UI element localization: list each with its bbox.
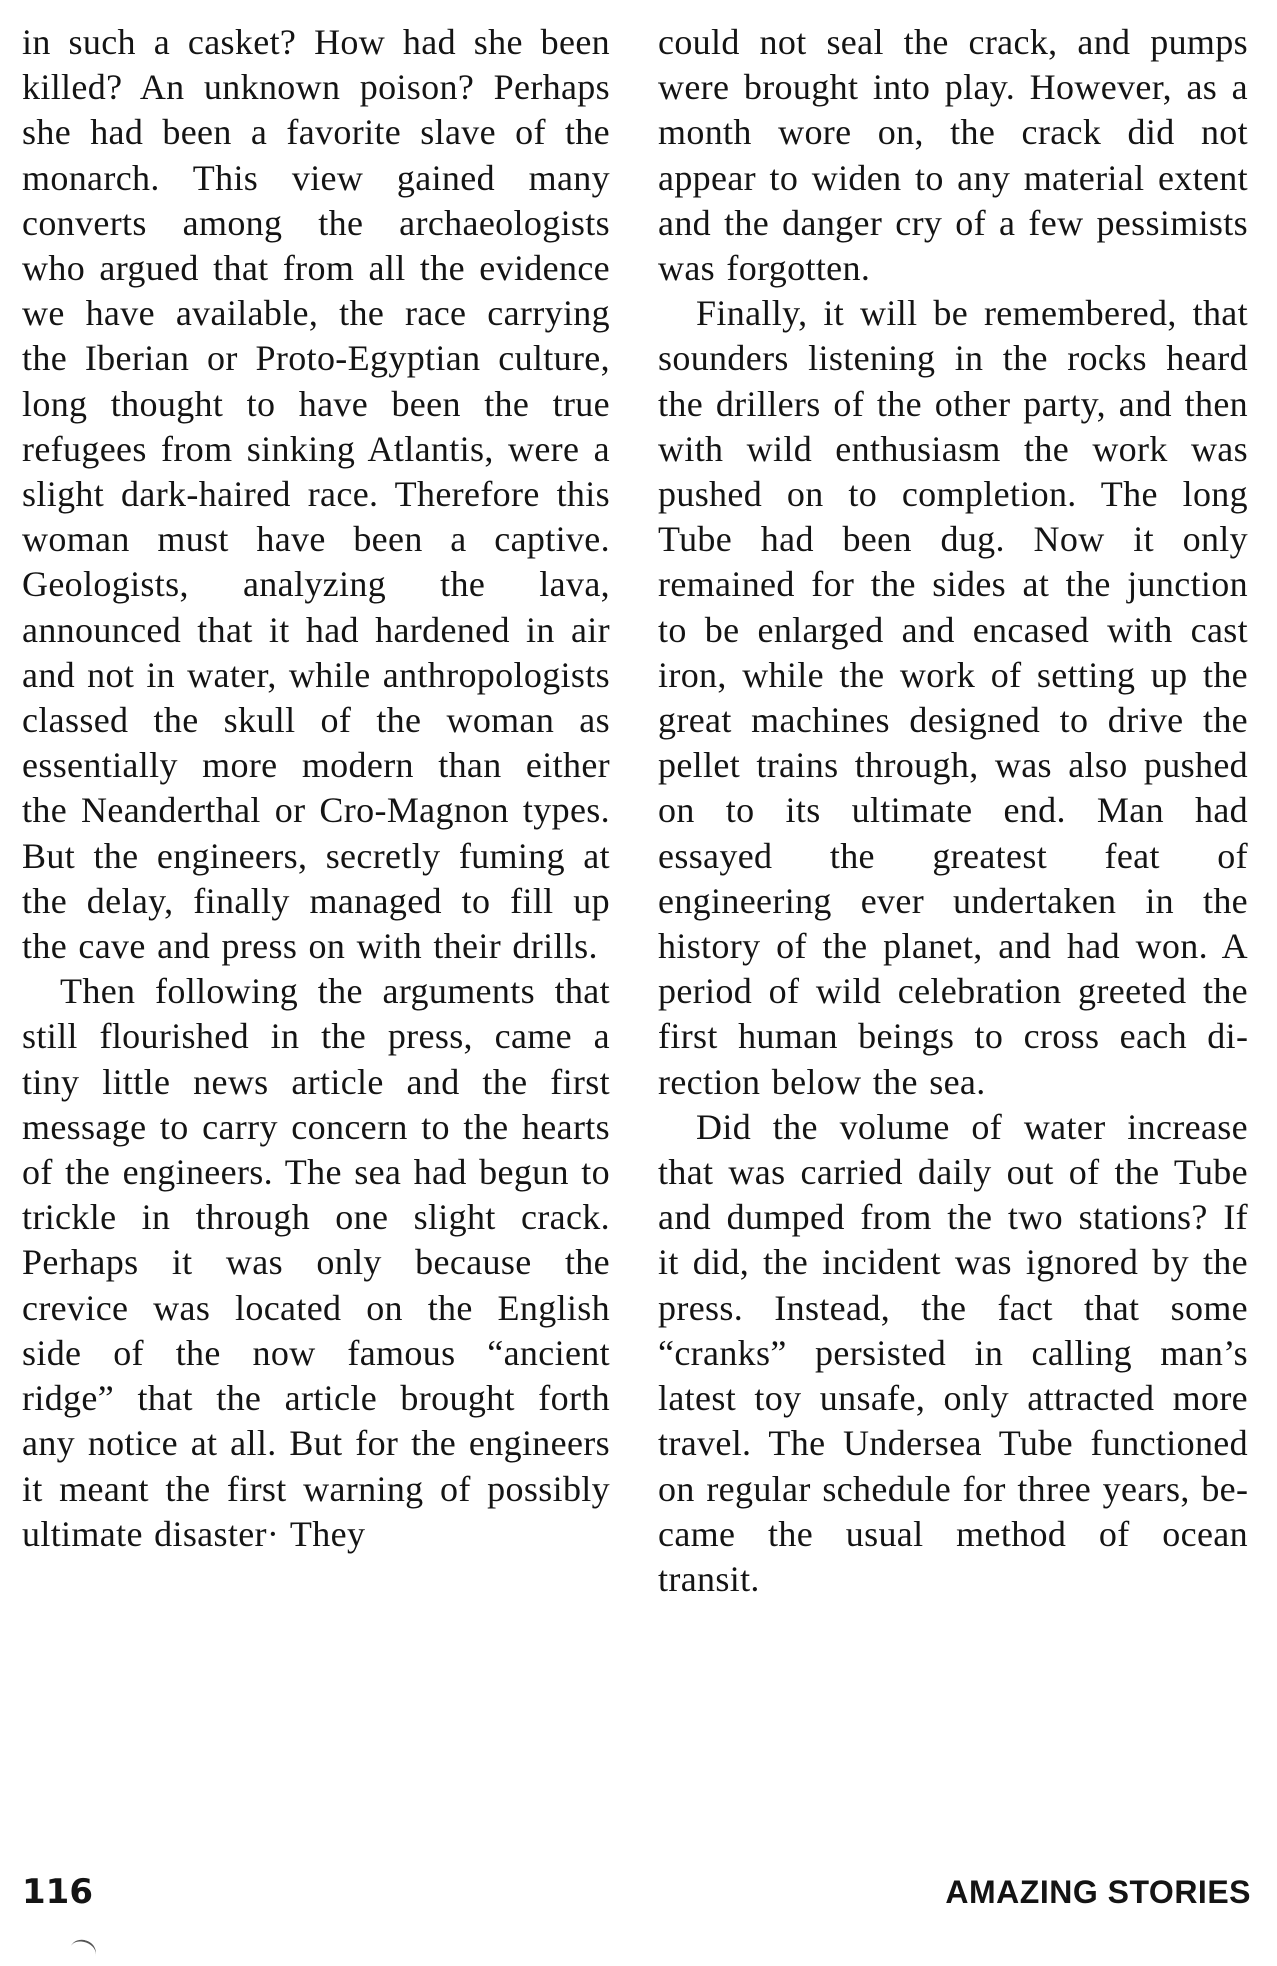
right-paragraph-2: Finally, it will be remembered, that sounders listening in the rocks heard the drillers of the other party, and then with wild enthusiasm the work was pushed on to completion. The long Tube had been dug. Now it only remained for the sides at the junction to be enlarged and encased with cast iron, while the work of setting up the great machines designed to drive the pellet trains through, was also pushed on to its ultimate end. Man had essayed the greatest feat of engineering ever undertaken in the history of the planet, and had won. A period of wild celebration greeted the first human beings to cross each direction below the sea. [658, 293, 1248, 1102]
page-number: 116 [22, 1872, 93, 1912]
left-paragraph-1: in such a casket? How had she been killed? An unknown poison? Perhaps she had been a favorite slave of the monarch. This view gained many converts among the archaeologists who argued that from all the evidence we have available, the race carrying the Iberian or Proto-Egyptian culture, long thought to have been the true refugees from sinking Atlantis, were a slight dark-haired race. Therefore this woman must have been a captive. Geologists, analyzing the lava, announced that it had hardened in air and not in water, while anthropologists classed the skull of the woman as essentially more modern than either the Neanderthal or Cro-Magnon types. But the engineers, secretly fuming at the delay, finally managed to fill up the cave and press on with their drills. [22, 22, 610, 967]
left-paragraph-2: Then following the arguments that still flourished in the press, came a tiny little news article and the first message to carry concern to the hearts of the engineers. The sea had begun to trickle in through one slight crack. Perhaps it was only because the crevice was located on the English side of the now famous “ancient ridge” that the article brought forth any notice at all. But for the engineers it meant the first warning of possibly ultimate disaster· They [22, 971, 610, 1554]
right-paragraph-1: could not seal the crack, and pumps were brought into play. However, as a month wore on, the crack did not appear to widen to any material extent and the danger cry of a few pessimists was forgotten. [658, 22, 1248, 289]
magazine-title-footer: AMAZING STORIES [945, 1874, 1251, 1910]
right-column [658, 20, 1248, 1602]
print-smudge-mark [67, 1936, 99, 1966]
right-paragraph-3: Did the volume of water increase that was carried daily out of the Tube and dumped from the two stations? If it did, the incident was ignored by the press. Instead, the fact that some “cranks” persisted in calling man’s latest toy unsafe, only attracted more travel. The Undersea Tube functioned on regular schedule for three years, became the usual method of ocean transit. [658, 1106, 1248, 1599]
left-column [22, 20, 610, 1557]
